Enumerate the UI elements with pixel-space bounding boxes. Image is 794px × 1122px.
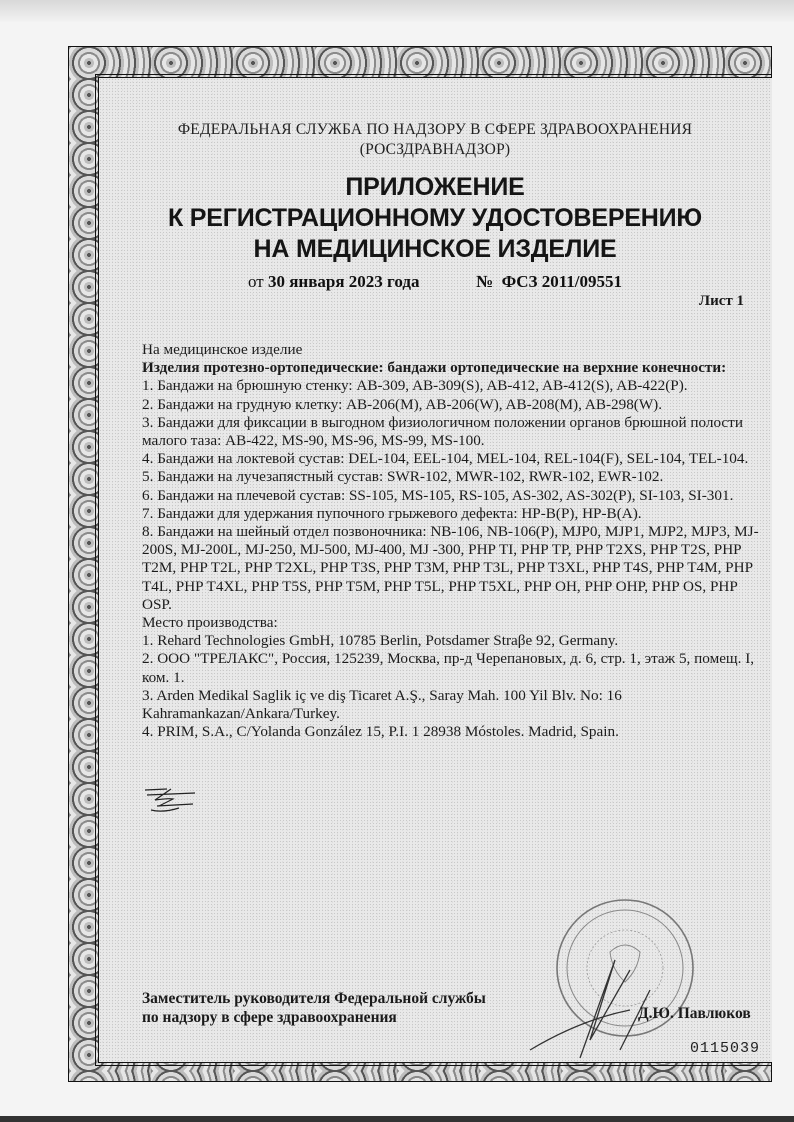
production-site: 3. Arden Medikal Saglik iç ve diş Ticaret A.Ş., Saray Mah. 100 Yil Blv. No: 16 Kahramankazan/Ankara/Turkey. [142, 686, 622, 723]
production-label: Место производства: [142, 614, 278, 632]
title-line-1: ПРИЛОЖЕНИЕ [345, 173, 525, 201]
title-line-2: К РЕГИСТРАЦИОННОМУ УДОСТОВЕРЕНИЮ [167, 204, 703, 232]
agency-header [98, 120, 772, 160]
list-item: 6. Бандажи на плечевой сустав: SS-105, MS-105, RS-105, AS-302, AS-302(P), SI-103, SI-301. [142, 486, 734, 504]
list-item: 8. Бандажи на шейный отдел позвоночника: NB-106, NB-106(P), MJP0, MJP1, MJP2, MJP3, MJ-200S, MJ-200L, MJ-250, MJ-500, MJ-400, MJ -300, PHP TI, PHP TP, PHP T2XS, PHP T2S, PHP T2M, PHP T2L, PHP T2XL, PHP T3S, PHP T3M, PHP T3L, PHP T3XL, PHP T4S, PHP T4M, PHP T4L, PHP T4XL, PHP T5S, PHP T5M, PHP T5L, PHP T5XL, PHP OH, PHP OHP, PHP OS, PHP OSP. [142, 523, 759, 613]
signer-title-line-1: Заместитель руководителя Федеральной службы [142, 990, 486, 1007]
number-sign: № [476, 272, 494, 291]
signer-name: Д.Ю. Павлюков [638, 1005, 751, 1022]
list-item: 5. Бандажи на лучезапястный сустав: SWR-102, MWR-102, RWR-102, EWR-102. [142, 468, 664, 486]
production-site: 4. PRIM, S.A., C/Yolanda González 15, P.I. 1 28938 Móstoles. Madrid, Spain. [142, 723, 619, 741]
issue-date [248, 272, 419, 292]
document-body [142, 341, 762, 741]
initials-signature [143, 786, 205, 814]
agency-abbreviation: (РОСЗДРАВНАДЗОР) [359, 141, 511, 158]
registration-number [476, 272, 622, 292]
date-value: 30 января 2023 года [267, 272, 420, 291]
number-value: ФСЗ 2011/09551 [501, 272, 622, 291]
list-item: 3. Бандажи для фиксации в выгодном физиологичном положении органов брюшной полости малого таза: AB-422, MS-90, MS-96, MS-99, MS-100. [142, 413, 743, 450]
scan-shadow-top [0, 0, 794, 22]
title-line-3: НА МЕДИЦИНСКОЕ ИЗДЕЛИЕ [253, 235, 617, 263]
intro-text: На медицинское изделие [142, 341, 303, 358]
list-item: 2. Бандажи на грудную клетку: AB-206(M), AB-206(W), AB-208(M), AB-298(W). [142, 395, 663, 413]
signer-title [142, 989, 486, 1027]
production-site: 2. ООО "ТРЕЛАКС", Россия, 125239, Москва, пр-д Черепановых, д. 6, стр. 1, этаж 5, помещ. I, ком. 1. [142, 650, 755, 686]
list-item: 7. Бандажи для удержания пупочного грыжевого дефекта: HP-B(P), HP-B(A). [142, 504, 642, 522]
list-item: 1. Бандажи на брюшную стенку: AB-309, AB-309(S), AB-412, AB-412(S), AB-422(P). [142, 377, 688, 395]
official-seal [520, 890, 710, 1060]
agency-name: ФЕДЕРАЛЬНАЯ СЛУЖБА ПО НАДЗОРУ В СФЕРЕ ЗДРАВООХРАНЕНИЯ [177, 121, 693, 138]
production-site: 1. Rehard Technologies GmbH, 10785 Berlin, Potsdamer Straβe 92, Germany. [142, 632, 619, 650]
date-prefix: от [248, 272, 264, 291]
serial-number: 0115039 [690, 1040, 761, 1057]
sheet-number: Лист 1 [698, 293, 744, 309]
product-title: Изделия протезно-ортопедические: бандажи ортопедические на верхние конечности: [142, 359, 727, 377]
signer-title-line-2: по надзору в сфере здравоохранения [142, 1009, 397, 1026]
document-title [98, 172, 772, 265]
list-item: 4. Бандажи на локтевой сустав: DEL-104, EEL-104, MEL-104, REL-104(F), SEL-104, TEL-104. [142, 450, 749, 468]
scan-shadow-bottom [0, 1116, 794, 1122]
